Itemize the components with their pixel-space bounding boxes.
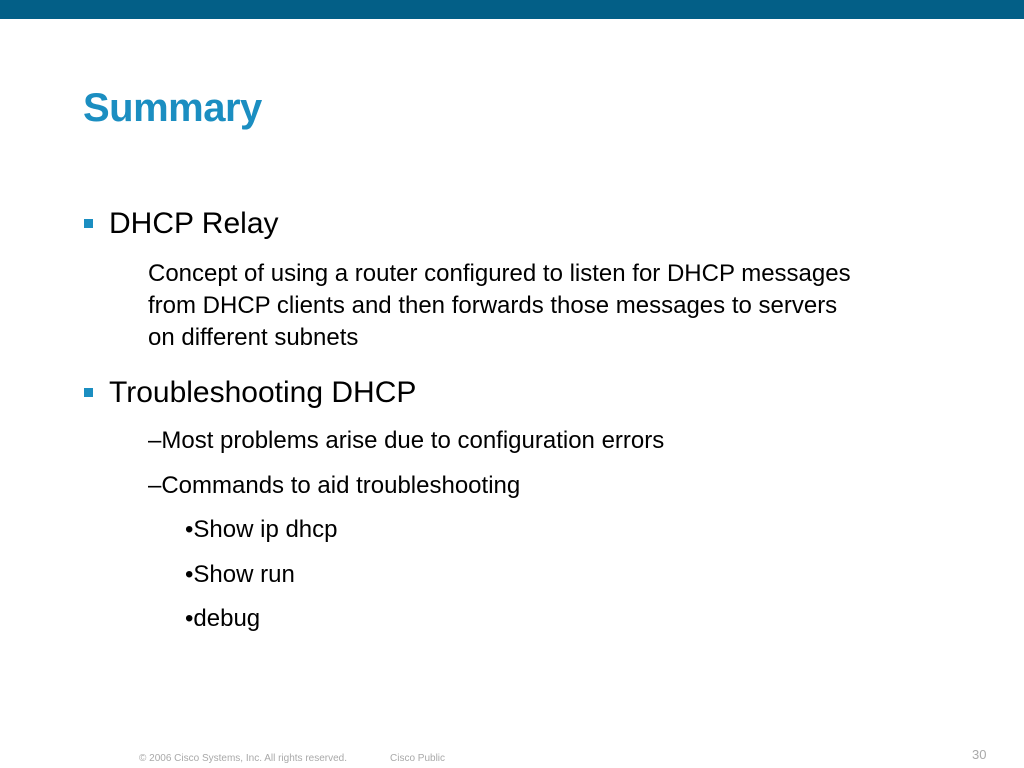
square-bullet-icon (84, 219, 93, 228)
sub-item-configuration-errors: –Most problems arise due to configuration errors (148, 427, 665, 454)
top-banner-bar (0, 0, 1024, 19)
slide-title: Summary (83, 86, 262, 130)
command-debug: •debug (185, 605, 261, 632)
dhcp-relay-description: Concept of using a router configured to listen for DHCP messages from DHCP clients and then forwards those messages to servers on different subnets (148, 260, 851, 351)
page-number: 30 (972, 747, 987, 762)
bullet-label: DHCP Relay (109, 207, 279, 240)
footer-copyright: © 2006 Cisco Systems, Inc. All rights reserved. (139, 753, 348, 764)
square-bullet-icon (84, 388, 93, 397)
command-show-run: •Show run (185, 561, 295, 588)
footer-classification: Cisco Public (390, 753, 446, 764)
command-show-ip-dhcp: •Show ip dhcp (185, 516, 338, 543)
bullet-label: Troubleshooting DHCP (109, 376, 417, 409)
sub-item-troubleshooting-commands: –Commands to aid troubleshooting (148, 472, 521, 499)
